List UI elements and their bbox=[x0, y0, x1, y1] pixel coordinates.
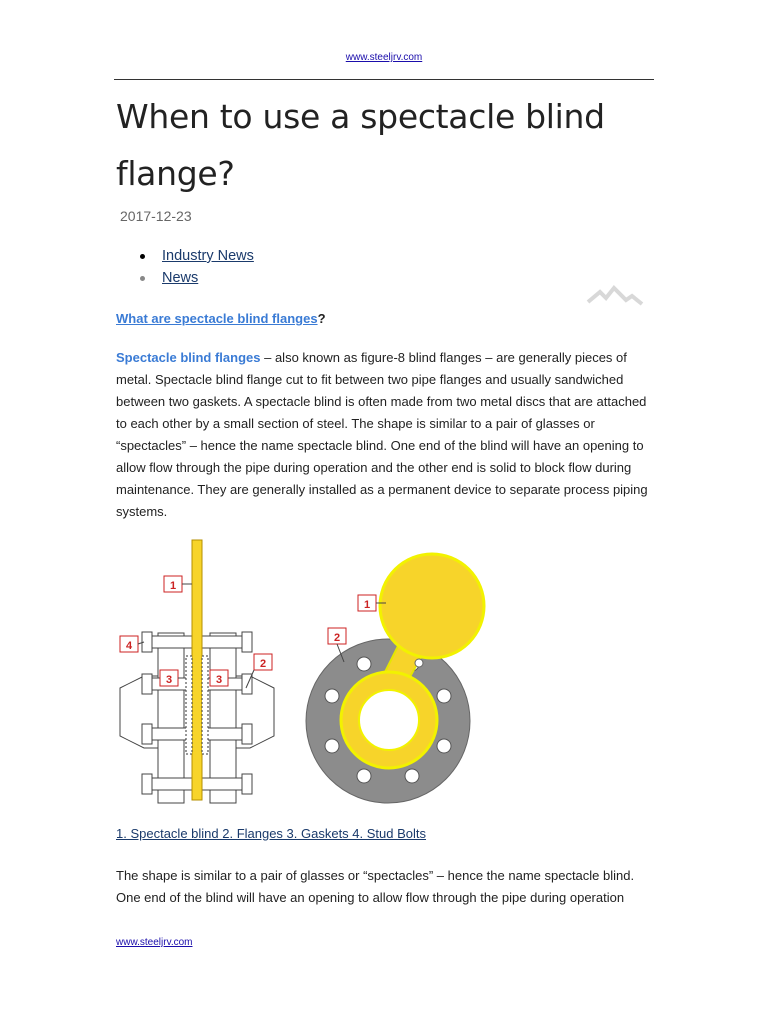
svg-text:1: 1 bbox=[169, 580, 177, 592]
header-divider bbox=[114, 79, 654, 80]
label-1-side bbox=[164, 576, 192, 592]
category-item bbox=[138, 245, 254, 267]
term-highlight: Spectacle blind flanges bbox=[116, 350, 261, 365]
spectacle-blind-diagram bbox=[114, 538, 494, 808]
category-link-industry-news[interactable]: Industry News bbox=[162, 248, 254, 264]
watermark-logo-icon bbox=[586, 284, 646, 306]
svg-text:3: 3 bbox=[215, 674, 223, 686]
post-date: 2017-12-23 bbox=[120, 208, 192, 224]
footer-site-link[interactable]: www.steeljrv.com bbox=[116, 937, 193, 948]
label-3-right bbox=[208, 670, 228, 686]
figure-caption-link[interactable]: 1. Spectacle blind 2. Flanges 3. Gaskets 4. Stud Bolts bbox=[116, 826, 427, 841]
intro-text: – also known as figure-8 blind flanges – are generally pieces of metal. Spectacle blind flange cut to fit between two pipe flanges and usually sandwiched between two gaskets. A spectacle blind is often made from two metal discs that are attached to each other by a small section of steel. The shape is similar to a pair of glasses or “spectacles” – hence the name spectacle blind. One end of the blind will have an opening to allow flow through the pipe during operation and the other end is solid to block flow during maintenance. They are generally installed as a permanent device to separate process piping systems. bbox=[116, 350, 648, 519]
side-view bbox=[120, 540, 274, 803]
header-site-link[interactable]: www.steeljrv.com bbox=[345, 52, 423, 63]
svg-text:2: 2 bbox=[259, 658, 267, 670]
question-link[interactable]: What are spectacle blind flanges bbox=[116, 311, 318, 326]
category-link-news[interactable]: News bbox=[162, 270, 199, 286]
svg-text:1: 1 bbox=[363, 599, 371, 611]
question-heading bbox=[116, 311, 326, 326]
footer-site-link-wrap bbox=[116, 937, 193, 948]
svg-text:3: 3 bbox=[165, 674, 173, 686]
bullet-icon bbox=[140, 254, 145, 259]
svg-text:4: 4 bbox=[125, 640, 133, 652]
category-list bbox=[138, 245, 254, 289]
intro-paragraph bbox=[116, 347, 656, 523]
second-paragraph: The shape is similar to a pair of glasses or “spectacles” – hence the name spectacle blind. One end of the blind will have an opening to allow flow through the pipe during operation bbox=[116, 868, 635, 905]
header-site-link-wrap bbox=[0, 52, 768, 63]
question-mark: ? bbox=[317, 311, 326, 326]
category-item bbox=[138, 267, 254, 289]
page-title: When to use a spectacle blind flange? bbox=[116, 97, 605, 193]
label-4-side bbox=[120, 636, 144, 652]
svg-text:2: 2 bbox=[333, 632, 341, 644]
front-view bbox=[306, 554, 484, 803]
bullet-icon bbox=[140, 276, 145, 281]
figure-caption bbox=[116, 826, 426, 841]
